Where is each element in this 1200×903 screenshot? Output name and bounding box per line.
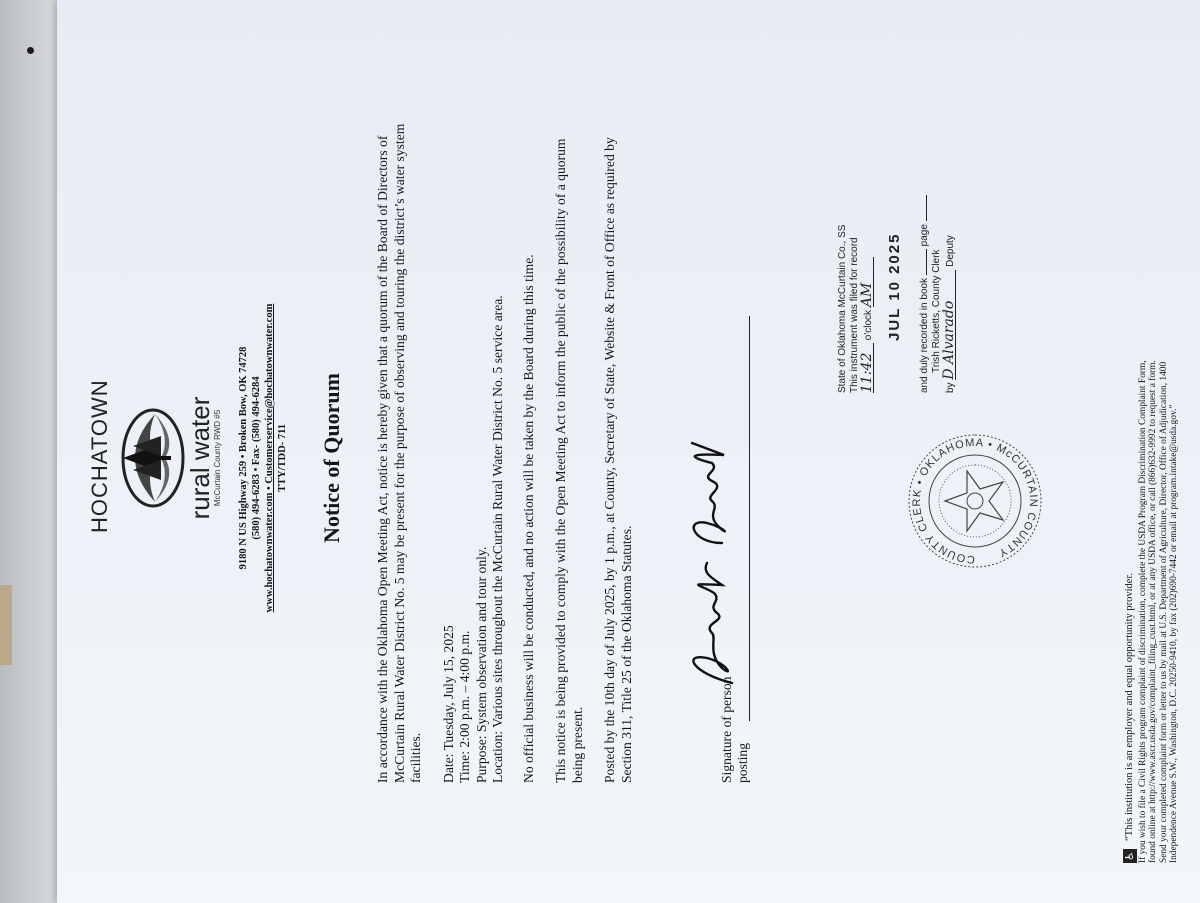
no-business-paragraph: No official business will be conducted, and no action will be taken by the Board during this time. (520, 254, 536, 783)
logo-tagline: rural water (185, 396, 215, 520)
stamp-deputy: Deputy (945, 235, 956, 267)
stamp-book-blank (926, 249, 927, 275)
footer-line-4: Independence Avenue S.W., Washington, D.C. 20250-9410, by fax (202)690-7442 or email at program.intake@usda.gov.” (1169, 404, 1180, 863)
meeting-details (441, 123, 507, 783)
stamp-ampm-hand: AM (861, 257, 874, 307)
equal-opportunity-line: “This institution is an employer and equal opportunity provider. (1124, 573, 1135, 841)
compliance-paragraph: This notice is being provided to comply with the Open Meeting Act to inform the public of the possibility of a quorum being present. (553, 138, 585, 783)
handwritten-signature (672, 433, 752, 693)
footer-line-1: If you wish to file a Civil Rights program complaint of discrimination, complete the USDA Program Discrimination Complaint Form, (1137, 360, 1148, 863)
posted-paragraph: Posted by the 10th day of July 2025, by 1 p.m., at County, Secretary of State, Website & Front of Office as required by Section 311, Title 25 of the Oklahoma Statutes. (602, 137, 634, 783)
purpose-line: Purpose: System observation and tour only. (473, 546, 489, 783)
wall-mark (27, 47, 34, 54)
stamp-by-line (943, 93, 957, 393)
phone-line: (580) 494-6283 • Fax- (580) 494-6284 (251, 376, 262, 540)
usda-footer (1125, 33, 1180, 863)
svg-text:COUNTY CLERK • OKLAHOMA • McCU (911, 437, 1039, 565)
wall-edge (0, 585, 12, 665)
footer-line-3: Send your completed complaint form or letter to us by mail at U.S. Department of Agriculture, Director, Office of Adjudication, 1400 (1158, 361, 1169, 863)
tree-logo-icon (115, 408, 187, 508)
tty-line: TTY/TDD- 711 (277, 424, 288, 492)
notice-page (57, 0, 1200, 903)
signature-label-2: posting (735, 742, 750, 783)
logo-wordmark: HOCHATOWN (87, 379, 112, 533)
stamp-oclock: o'clock (863, 309, 874, 341)
stamp-time-line (861, 93, 875, 393)
seal-outer-text: COUNTY CLERK • OKLAHOMA • McCURTAIN COUNTY (910, 436, 1040, 566)
hochatown-logo (87, 379, 227, 533)
stamp-filed-line: This instrument was filed for record (849, 237, 860, 393)
date-line: Date: Tuesday, July 15, 2025 (440, 625, 456, 783)
stamp-time-hand: 11:42 (861, 343, 874, 393)
stamp-page: page (919, 224, 930, 247)
county-clerk-seal (905, 431, 1045, 571)
time-line: Time: 2:00 p.m. – 4:00 p.m. (457, 630, 472, 783)
web-email-line: www.hochatownwater.com • Customerservice@hochatownwater.com (264, 303, 275, 613)
footer-line-2: found online at http://www.ascr.usda.gov/complaint_filing_cust.html, or at any USDA office, or call (866)632-9992 to request a form. (1148, 360, 1159, 863)
stamp-date: JUL 10 2025 (886, 232, 903, 341)
intro-paragraph: In accordance with the Oklahoma Open Meeting Act, notice is hereby given that a quorum of the Board of Directors of McCurtain Rural Water District No. 5 may be present for the purpose of observing and touring the district’s water system facilities. (375, 123, 423, 783)
stamp-clerk: Trish Ricketts, County Clerk (931, 249, 942, 373)
signature-label-1: Signature of person (719, 676, 734, 783)
stamp-by: by (945, 382, 956, 393)
address-line: 9180 N US Highway 259 • Broken Bow, OK 74728 (238, 346, 249, 570)
stamp-deputy-hand: D Alvarado (943, 270, 956, 380)
filing-stamp (837, 93, 957, 393)
accessibility-icon: ♿ (1123, 849, 1137, 863)
page-title: Notice of Quorum (319, 373, 344, 543)
paper-sheet (57, 0, 1200, 903)
logo-county: McCurtain County RWD #5 (213, 409, 222, 507)
stamp-recorded: and duly recorded in book (919, 277, 930, 393)
stamp-page-blank (926, 195, 927, 221)
notice-body (375, 123, 651, 783)
stamp-recorded-line (919, 93, 931, 393)
letterhead-contact (237, 233, 289, 683)
location-line: Location: Various sites throughout the McCurtain Rural Water District No. 5 service area. (490, 295, 505, 783)
stamp-state-line: State of Oklahoma McCurtain Co., SS (837, 224, 848, 393)
